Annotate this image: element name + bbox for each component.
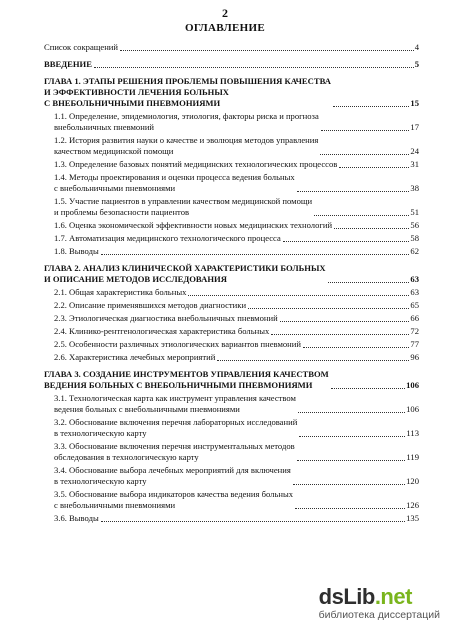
dot-leader (331, 388, 405, 389)
dot-leader (334, 228, 409, 229)
dot-leader (295, 508, 405, 509)
toc-entry (44, 159, 419, 170)
dot-leader (303, 347, 409, 348)
toc-entry-page: 72 (410, 326, 419, 336)
toc-entry-title: ВВЕДЕНИЕ (44, 59, 92, 69)
dot-leader (320, 154, 409, 155)
toc-entry (44, 220, 419, 231)
dot-leader (297, 191, 410, 192)
dot-leader (101, 521, 405, 522)
toc-entry (44, 352, 419, 363)
toc-entry (44, 135, 419, 157)
toc-entry-page: 126 (406, 500, 419, 510)
logo-text-domain: .net (374, 584, 412, 609)
watermark-logo (319, 586, 440, 621)
toc-entry-title: 1.5. Участие пациентов в управлении качеством медицинской помощи и проблемы безопасности пациентов (54, 196, 313, 217)
toc-entry-title: 2.5. Особенности различных этиологических вариантов пневмоний (54, 339, 301, 349)
toc-entry-title: 2.3. Этиологическая диагностика внебольничных пневмоний (54, 313, 278, 323)
toc-entry-page: 56 (410, 220, 419, 230)
toc-entry-title: 1.4. Методы проектирования и оценки процесса ведения больных с внебольничными пневмониями (54, 172, 295, 193)
toc-entry-page: 51 (410, 207, 419, 217)
page-number: 2 (222, 6, 228, 20)
dot-leader (94, 67, 414, 68)
toc-entry-page: 24 (410, 146, 419, 156)
toc-entry (44, 417, 419, 439)
toc-entry-page: 4 (414, 42, 419, 52)
toc-entry-title: 2.6. Характеристика лечебных мероприятий (54, 352, 216, 362)
toc-chapter-entry (44, 369, 419, 391)
toc-entry-title: 3.6. Выводы (54, 513, 99, 523)
toc-entry-title: 3.1. Технологическая карта как инструмент управления качеством ведения больных с внебольничными пневмониями (54, 393, 296, 414)
toc-entry-page: 119 (406, 452, 419, 462)
toc-entry (44, 513, 419, 524)
toc-entry (44, 489, 419, 511)
toc-entry-page: 58 (410, 233, 419, 243)
toc-entry-page: 15 (410, 98, 419, 108)
toc-entry-page: 135 (406, 513, 419, 523)
toc-entry (44, 326, 419, 337)
toc-entry-page: 62 (410, 246, 419, 256)
toc-entry-title: 2.2. Описание применявшихся методов диагностики (54, 300, 247, 310)
toc-entry (44, 42, 419, 53)
dot-leader (298, 412, 405, 413)
table-of-contents (44, 36, 419, 524)
logo-text-main: dsLib (318, 584, 375, 609)
toc-entry (44, 172, 419, 194)
dot-leader (217, 360, 409, 361)
toc-entry-title: ГЛАВА 2. АНАЛИЗ КЛИНИЧЕСКОЙ ХАРАКТЕРИСТИКИ БОЛЬНЫХ И ОПИСАНИЕ МЕТОДОВ ИССЛЕДОВАНИЯ (44, 263, 326, 284)
toc-entry (44, 246, 419, 257)
toc-entry-title: ГЛАВА 1. ЭТАПЫ РЕШЕНИЯ ПРОБЛЕМЫ ПОВЫШЕНИЯ КАЧЕСТВА И ЭФФЕКТИВНОСТИ ЛЕЧЕНИЯ БОЛЬНЫХ С ВНЕБОЛЬНИЧНЫМИ ПНЕВМОНИЯМИ (44, 76, 331, 108)
toc-entry-title: ГЛАВА 3. СОЗДАНИЕ ИНСТРУМЕНТОВ УПРАВЛЕНИЯ КАЧЕСТВОМ ВЕДЕНИЯ БОЛЬНЫХ С ВНЕБОЛЬНИЧНЫМИ ПНЕВМОНИЯМИ (44, 369, 329, 390)
dot-leader (283, 241, 410, 242)
dot-leader (120, 50, 414, 51)
toc-entry-title: 1.7. Автоматизация медицинского технологического процесса (54, 233, 281, 243)
toc-entry (44, 393, 419, 415)
toc-entry-page: 65 (410, 300, 419, 310)
toc-entry-page: 120 (406, 476, 419, 486)
toc-entry-page: 38 (410, 183, 419, 193)
dot-leader (339, 167, 409, 168)
toc-entry-title: 1.1. Определение, эпидемиология, этиология, факторы риска и прогноза внебольничных пневмоний (54, 111, 319, 132)
toc-entry (44, 196, 419, 218)
toc-entry (44, 111, 419, 133)
dot-leader (299, 436, 405, 437)
toc-entry (44, 339, 419, 350)
toc-entry-title: 3.5. Обоснование выбора индикаторов качества ведения больных с внебольничными пневмониями (54, 489, 294, 510)
toc-entry (44, 233, 419, 244)
toc-entry-page: 31 (410, 159, 419, 169)
toc-entry-page: 5 (414, 59, 419, 69)
dot-leader (333, 106, 409, 107)
toc-entry-page: 113 (406, 428, 419, 438)
toc-entry-title: 1.8. Выводы (54, 246, 99, 256)
toc-entry-page: 106 (406, 380, 419, 390)
toc-entry-title: 3.3. Обоснование включения перечня инструментальных методов обследования в технологическую карту (54, 441, 295, 462)
toc-entry (44, 465, 419, 487)
dot-leader (297, 460, 406, 461)
toc-entry (44, 441, 419, 463)
toc-entry (44, 300, 419, 311)
toc-chapter-entry (44, 263, 419, 285)
toc-entry-title: 3.4. Обоснование выбора лечебных мероприятий для включения в технологическую карту (54, 465, 291, 486)
dot-leader (314, 215, 409, 216)
dot-leader (248, 308, 409, 309)
dot-leader (328, 282, 410, 283)
dot-leader (271, 334, 409, 335)
toc-entry-title: 3.2. Обоснование включения перечня лабораторных исследований в технологическую карту (54, 417, 298, 438)
toc-chapter-entry (44, 76, 419, 109)
toc-entry-title: 1.3. Определение базовых понятий медицинских технологических процессов (54, 159, 338, 169)
dot-leader (293, 484, 405, 485)
toc-entry-page: 63 (410, 287, 419, 297)
toc-title: ОГЛАВЛЕНИЕ (185, 22, 265, 34)
dot-leader (280, 321, 410, 322)
toc-entry-page: 66 (410, 313, 419, 323)
toc-entry (44, 313, 419, 324)
dot-leader (101, 254, 410, 255)
toc-entry-title: 1.6. Оценка экономической эффективности новых медицинских технологий (54, 220, 333, 230)
dot-leader (321, 130, 410, 131)
toc-entry-title: 2.4. Клинико-рентгенологическая характеристика больных (54, 326, 270, 336)
toc-entry-page: 77 (410, 339, 419, 349)
toc-entry-page: 17 (410, 122, 419, 132)
dot-leader (188, 295, 409, 296)
toc-entry-title: Список сокращений (44, 42, 118, 52)
toc-entry-page: 106 (406, 404, 419, 414)
toc-entry-page: 96 (410, 352, 419, 362)
logo-subtitle: библиотека диссертаций (318, 609, 440, 621)
dslib-logo (319, 586, 440, 608)
toc-entry (44, 287, 419, 298)
toc-entry (44, 59, 419, 70)
toc-entry-title: 2.1. Общая характеристика больных (54, 287, 187, 297)
toc-entry-title: 1.2. История развития науки о качестве и эволюция методов управления качеством медицинской помощи (54, 135, 319, 156)
toc-entry-page: 63 (410, 274, 419, 284)
